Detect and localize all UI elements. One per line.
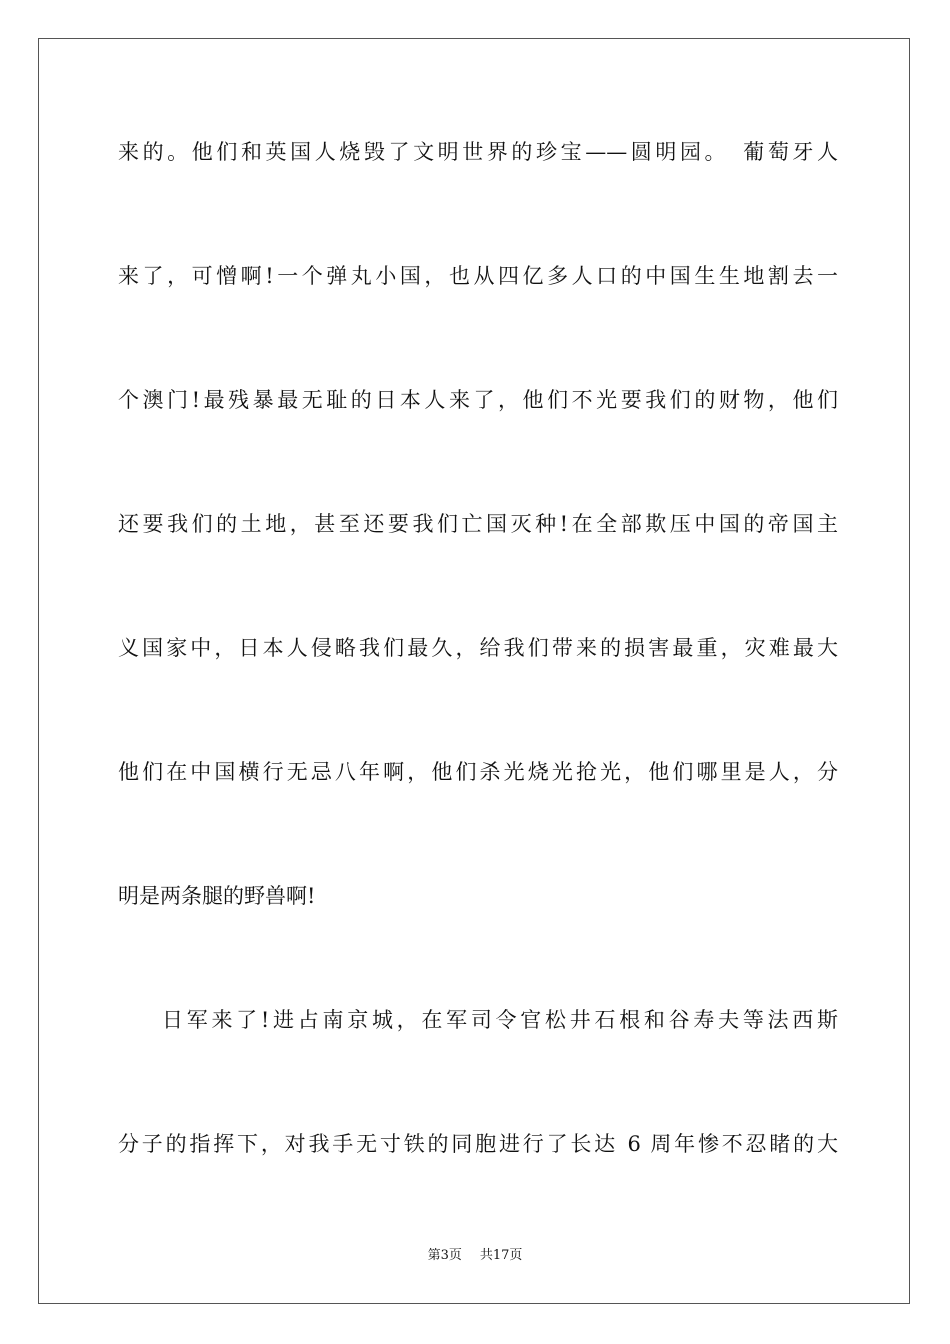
page-border	[38, 38, 910, 1304]
body-text-line: 义国家中，日本人侵略我们最久，给我们带来的损害最重，灾难最大	[118, 636, 838, 660]
page-number: 第3页	[427, 1248, 462, 1263]
body-text-line: 分子的指挥下，对我手无寸铁的同胞进行了长达 6 周年惨不忍睹的大	[118, 1132, 838, 1156]
body-text-line: 来的。他们和英国人烧毁了文明世界的珍宝——圆明园。 葡萄牙人	[118, 140, 838, 164]
total-pages: 共17页	[479, 1248, 523, 1263]
body-text-line: 明是两条腿的野兽啊!	[118, 884, 316, 908]
body-text-line: 个澳门!最残暴最无耻的日本人来了，他们不光要我们的财物，他们	[118, 388, 838, 412]
body-text-line: 来了，可憎啊!一个弹丸小国，也从四亿多人口的中国生生地割去一	[118, 264, 838, 288]
page-footer	[0, 1247, 950, 1265]
body-text-line: 他们在中国横行无忌八年啊，他们杀光烧光抢光，他们哪里是人，分	[118, 760, 838, 784]
body-text-line: 还要我们的土地，甚至还要我们亡国灭种!在全部欺压中国的帝国主	[118, 512, 838, 536]
paragraph-first-line: 日军来了!进占南京城，在军司令官松井石根和谷寿夫等法西斯	[162, 1008, 838, 1032]
